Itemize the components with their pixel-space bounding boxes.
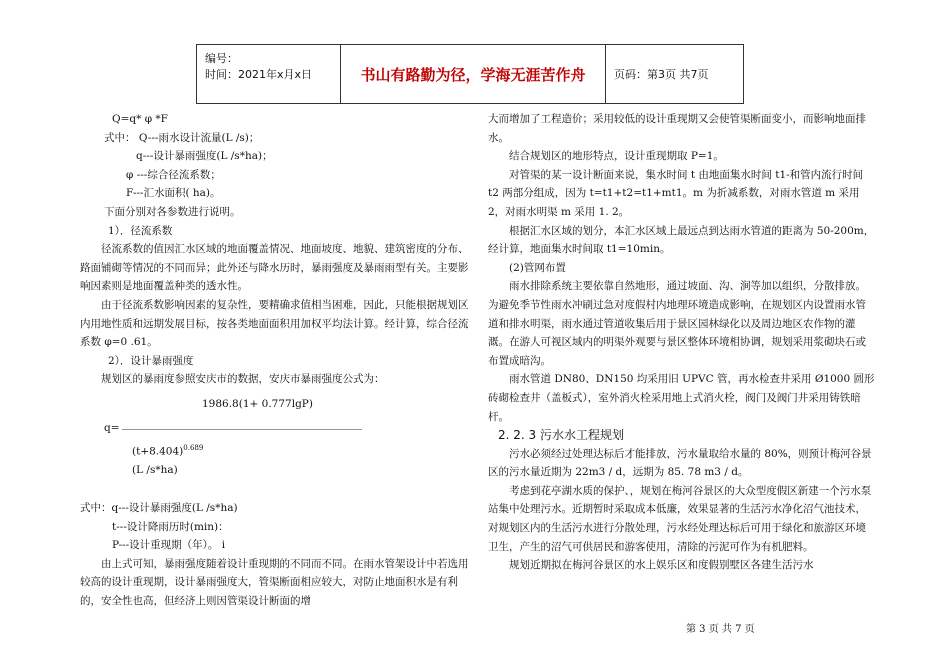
denominator-base: (t+8.404) [132, 445, 184, 458]
text-line: q---设计暴雨强度(L /s*ha)； [136, 150, 273, 163]
page-header-table [196, 44, 744, 104]
paragraph: 由于径流系数影响因素的复杂性，要精确求值相当困难，因此，只能根据规划区内用地性质和远期发展目标，按各类地面面积用加权平均法计算。经计算，综合径流系数 φ=0 .61。 [80, 298, 469, 349]
right-column [488, 110, 876, 575]
header-page-label: 页码：第3页 共7页 [614, 68, 709, 81]
paragraph: 大而增加了工程造价；采用较低的设计重现期又会使管渠断面变小，而影响地面排水。 [488, 113, 866, 144]
paragraph: 雨水排除系统主要依靠自然地形，通过坡面、沟、涧等加以组织，分散排放。为避免季节性雨水冲刷过急对度假村内地理环境造成影响，在规划区内设置雨水管道和排水明渠，雨水通过管道收集后用于景区园林绿化以及周边地区农作物的灌溉。在游人可视区域内的明渠外观要与景区整体环境相协调，规划采用浆砌块石或布置成暗沟。 [488, 280, 866, 367]
paragraph: 对管渠的某一设计断面来说，集水时间 t 由地面集水时间 t1-和管内流行时间 t2 两部分组成，因为 t=t1+t2=t1+mt1。m 为折减系数，对雨水管道 m 采用 2，对雨水明渠 m 采用 1. 2。 [488, 168, 864, 218]
text-line: t---设计降雨历时(min)： [112, 520, 229, 533]
paragraph: 污水必须经过处理达标后才能排放，污水量取给水量的 80%，则预计梅河谷景区的污水量近期为 22m3 / d，远期为 85. 78 m3 / d。 [488, 447, 872, 479]
left-column [80, 110, 475, 610]
number-label: 编号： [205, 52, 238, 65]
header-motto: 书山有路勤为径，学海无涯苦作舟 [341, 45, 606, 103]
paragraph: 雨水管道 DN80、DN150 均采用旧 UPVC 管，再水检查井采用 Ø1000 圆形砖砌检查井（盖板式），室外消火栓采用地上式消火栓，阀门及阀门井采用铸铁暗杆。 [488, 373, 875, 423]
paragraph: 由上式可知，暴雨强度随着设计重现期的不同而不同。在雨水管架设计中若选用较高的设计重现期，设计暴雨强度大，管渠断面相应较大，对防止地面积水是有利的，安全性也高，但经济上则因管渠设计断面的增 [80, 557, 469, 607]
rainfall-formula [80, 389, 475, 499]
paragraph: 径流系数的值因汇水区域的地面覆盖情况、地面坡度、地貌、建筑密度的分布、路面铺砌等情况的不同而异；此外还与降水历时，暴雨强度及暴雨雨型有关。主要影响因素则是地面覆盖种类的透水性。 [80, 243, 469, 293]
text-line: F---汇水面积( ha)。 [126, 187, 221, 200]
paragraph: 考虑到花亭湖水质的保护、，规划在梅河谷景区的大众型度假区新建一个污水泵站集中处理污水。近期暂时采取成本低廉，效果显著的生活污水净化沼气池技术，对规划区内的生活污水进行分散处理，污水经处理达标后可用于绿化和旅游区环境卫生，产生的沼气可供居民和游客使用，清除的污泥可作为有机肥料。 [488, 484, 872, 553]
section-heading: 1）．径流系数 [108, 224, 173, 237]
formula-numerator: 1986.8(1+ 0.777lgP) [202, 397, 313, 410]
text-line: 式中：q---设计暴雨强度(L /s*ha) [80, 501, 238, 514]
fraction-line [122, 429, 362, 430]
paragraph: 规划区的暴雨度参照安庆市的数据，安庆市暴雨强度公式为： [101, 373, 385, 386]
paragraph: 结合规划区的地形特点，设计重现期取 P=1。 [509, 150, 724, 163]
text-line: 下面分别对各参数进行说明。 [104, 205, 241, 218]
text-line: φ ---综合径流系数； [126, 168, 221, 181]
paragraph: 根据汇水区域的划分，本汇水区域上最远点到达雨水管道的距离为 50-200m，经计算，地面集水时间取 t1=10min。 [488, 224, 875, 256]
formula-line: Q=q* φ *F [112, 113, 168, 125]
paragraph: 规划近期拟在梅河谷景区的水上娱乐区和度假别墅区各建生活污水 [509, 559, 814, 572]
formula-q: q= [104, 421, 120, 434]
text-line: 式中： Q---雨水设计流量(L /s)； [104, 131, 260, 144]
section-heading: (2)管网布置 [509, 261, 566, 274]
denominator-exponent: 0.689 [183, 443, 204, 452]
section-heading: 2. 2. 3 污水水工程规划 [498, 428, 624, 443]
time-label: 时间：2021年x月x日 [205, 68, 313, 81]
text-line: P---设计重现期（年）。 i [112, 539, 226, 552]
page-footer: 第 3 页 共 7 页 [686, 624, 755, 635]
formula-unit: (L /s*ha) [132, 463, 178, 476]
formula-denominator [132, 439, 203, 461]
section-heading: 2）．设计暴雨强度 [108, 354, 194, 367]
header-info-cell [197, 45, 341, 103]
